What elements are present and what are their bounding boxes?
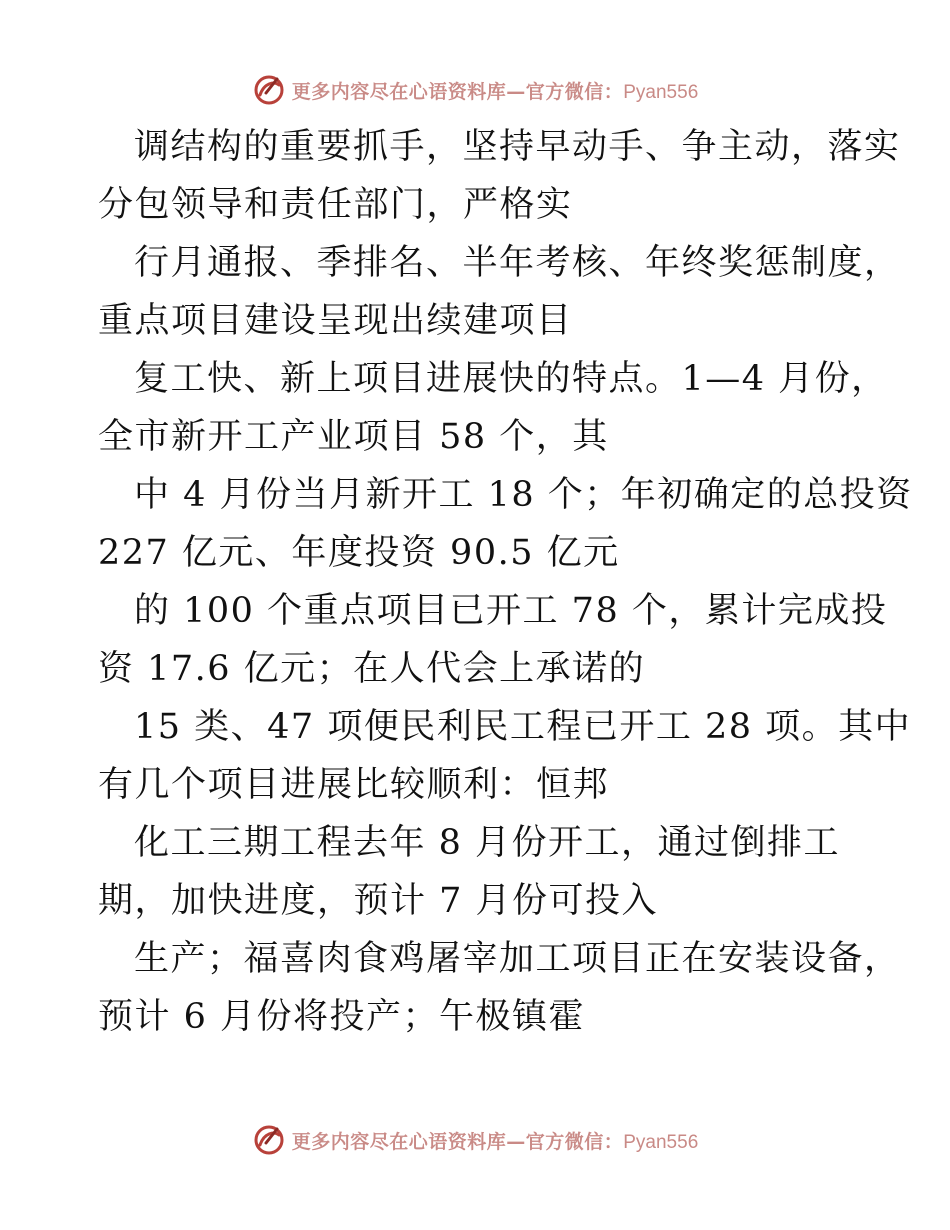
body-line: 生产；福喜肉食鸡屠宰加工项目正在安装设备，	[134, 939, 901, 979]
document-body	[98, 118, 913, 1046]
body-line: 期，加快进度，预计 7 月份可投入	[98, 881, 659, 921]
header-watermark	[0, 70, 950, 110]
footer-watermark	[0, 1120, 950, 1160]
body-line: 行月通报、季排名、半年考核、年终奖惩制度，	[134, 243, 901, 283]
watermark-id: Pyan556	[623, 1131, 699, 1153]
body-line: 资 17.6 亿元；在人代会上承诺的	[98, 649, 646, 689]
body-line: 中 4 月份当月新开工 18 个；年初确定的总投资	[134, 475, 913, 515]
watermark-text: 更多内容尽在心语资料库—官方微信：Pyan556	[291, 80, 699, 103]
brush-swirl-logo-icon	[252, 1123, 286, 1157]
body-line: 化工三期工程去年 8 月份开工，通过倒排工	[134, 823, 841, 863]
body-line: 全市新开工产业项目 58 个，其	[98, 417, 609, 457]
body-line: 有几个项目进展比较顺利：恒邦	[98, 765, 610, 805]
body-line: 复工快、新上项目进展快的特点。1—4 月份，	[134, 359, 888, 399]
body-line: 的 100 个重点项目已开工 78 个，累计完成投	[134, 591, 888, 631]
body-line: 预计 6 月份将投产；午极镇霍	[98, 997, 586, 1037]
watermark-text: 更多内容尽在心语资料库—官方微信：Pyan556	[291, 1130, 699, 1153]
body-line: 227 亿元、年度投资 90.5 亿元	[98, 533, 620, 573]
body-line: 调结构的重要抓手，坚持早动手、争主动，落实	[134, 127, 901, 167]
brush-swirl-logo-icon	[252, 73, 286, 107]
watermark-id: Pyan556	[623, 81, 699, 103]
body-line: 重点项目建设呈现出续建项目	[98, 301, 573, 341]
body-line: 分包领导和责任部门，严格实	[98, 185, 573, 225]
body-line: 15 类、47 项便民利民工程已开工 28 项。其中	[134, 707, 912, 747]
